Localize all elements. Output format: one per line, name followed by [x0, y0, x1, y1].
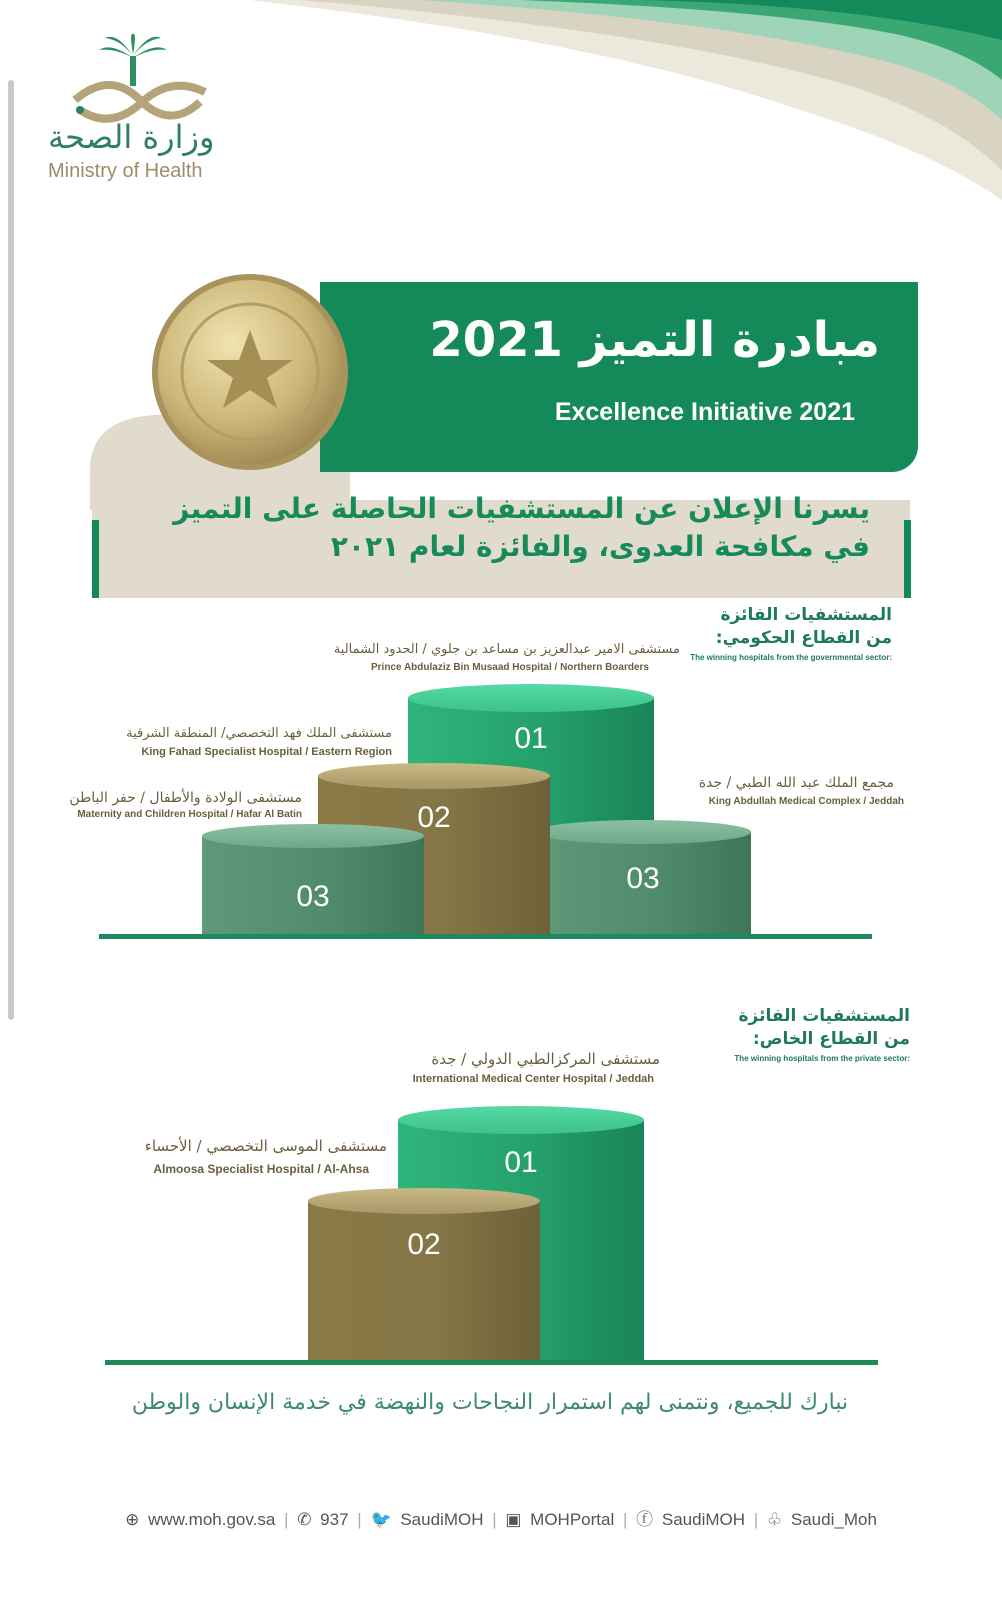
globe-icon: ⊕ — [125, 1510, 140, 1529]
gov-second-label-ar: مستشفى الملك فهد التخصصي/ المنطقة الشرقية — [126, 726, 392, 741]
gov-podium-second-rank: 02 — [417, 801, 451, 834]
gov-first-label-ar: مستشفى الامير عبدالعزيز بن مساعد بن جلوي / الحدود الشمالية — [333, 642, 680, 657]
footer-youtube-link[interactable]: MOHPortal — [530, 1510, 615, 1529]
gov-heading-english: The winning hospitals from the governmental sector: — [690, 653, 892, 662]
footer-separator: | — [753, 1510, 759, 1529]
gov-third-left-label-en: Maternity and Children Hospital / Hafar Al Batin — [77, 809, 302, 820]
footer-separator: | — [284, 1510, 289, 1529]
youtube-icon: ▣ — [505, 1510, 522, 1529]
announcement-line-2: في مكافحة العدوى، والفائزة لعام ٢٠٢١ — [330, 530, 870, 563]
footer-contacts — [0, 1505, 1002, 1530]
footer-snapchat-link[interactable]: Saudi_Moh — [790, 1510, 877, 1529]
gov-third-left-label-ar: مستشفى الولادة والأطفال / حفر الباطن — [69, 790, 302, 806]
gov-podium-base-line — [99, 934, 872, 939]
private-second-label-ar: مستشفى الموسى التخصصي / الأحساء — [144, 1137, 387, 1155]
footer-website-link[interactable]: www.moh.gov.sa — [148, 1510, 276, 1529]
gold-medal-icon — [150, 272, 350, 472]
footer-phone[interactable]: 937 — [320, 1510, 349, 1529]
announcement-accent-right — [904, 520, 911, 598]
footer-facebook-link[interactable]: SaudiMOH — [661, 1510, 746, 1529]
phone-icon: ✆ — [297, 1510, 312, 1529]
gov-podium-first-rank: 01 — [514, 722, 548, 755]
gov-podium-third-left-rank: 03 — [296, 880, 330, 913]
footer-separator: | — [357, 1510, 362, 1529]
logo-english-text: Ministry of Health — [48, 160, 203, 182]
announcement-accent-left — [92, 520, 99, 598]
private-heading-line-2: من القطاع الخاص: — [752, 1029, 910, 1049]
private-podium-second — [308, 1188, 540, 1362]
closing-message: نبارك للجميع، ونتمنى لهم استمرار النجاحات والنهضة في خدمة الإنسان والوطن — [131, 1390, 849, 1415]
private-first-label-ar: مستشفى المركزالطبي الدولي / جدة — [431, 1050, 660, 1068]
private-podium-first-rank: 01 — [504, 1146, 538, 1179]
footer-separator: | — [622, 1510, 628, 1529]
private-heading-line-1: المستشفيات الفائزة — [738, 1006, 910, 1026]
logo-arabic-text: وزارة الصحة — [48, 118, 215, 156]
private-second-label-en: Almoosa Specialist Hospital / Al-Ahsa — [153, 1162, 369, 1176]
footer-separator: | — [492, 1510, 497, 1529]
gov-heading-line-1: المستشفيات الفائزة — [720, 605, 892, 625]
banner-title-english: Excellence Initiative 2021 — [554, 398, 855, 426]
twitter-icon: 🐦 — [370, 1510, 392, 1529]
gov-podium-third-right — [535, 820, 751, 936]
private-heading-english: The winning hospitals from the private sector: — [734, 1054, 910, 1063]
footer-twitter-link[interactable]: SaudiMOH — [400, 1510, 484, 1529]
private-podium-base-line — [105, 1360, 878, 1365]
snapchat-icon: ♧ — [766, 1510, 783, 1529]
scrollbar[interactable] — [8, 80, 14, 1020]
title-banner — [320, 282, 918, 472]
gov-heading-line-2: من القطاع الحكومي: — [715, 628, 892, 648]
private-first-label-en: International Medical Center Hospital / Jeddah — [412, 1073, 654, 1085]
gov-second-label-en: King Fahad Specialist Hospital / Eastern Region — [141, 746, 392, 758]
announcement-line-1: يسرنا الإعلان عن المستشفيات الحاصلة على التميز — [173, 492, 870, 525]
private-podium-second-rank: 02 — [407, 1228, 441, 1261]
gov-podium-third-right-rank: 03 — [626, 862, 660, 895]
gov-third-right-label-en: King Abdullah Medical Complex / Jeddah — [708, 796, 904, 807]
facebook-icon: ⓕ — [636, 1510, 654, 1529]
gov-first-label-en: Prince Abdulaziz Bin Musaad Hospital / Northern Boarders — [370, 662, 649, 673]
gov-podium-third-left — [202, 824, 424, 936]
banner-title-arabic: مبادرة التميز 2021 — [429, 312, 880, 368]
gov-third-right-label-ar: مجمع الملك عبد الله الطبي / جدة — [698, 775, 894, 791]
